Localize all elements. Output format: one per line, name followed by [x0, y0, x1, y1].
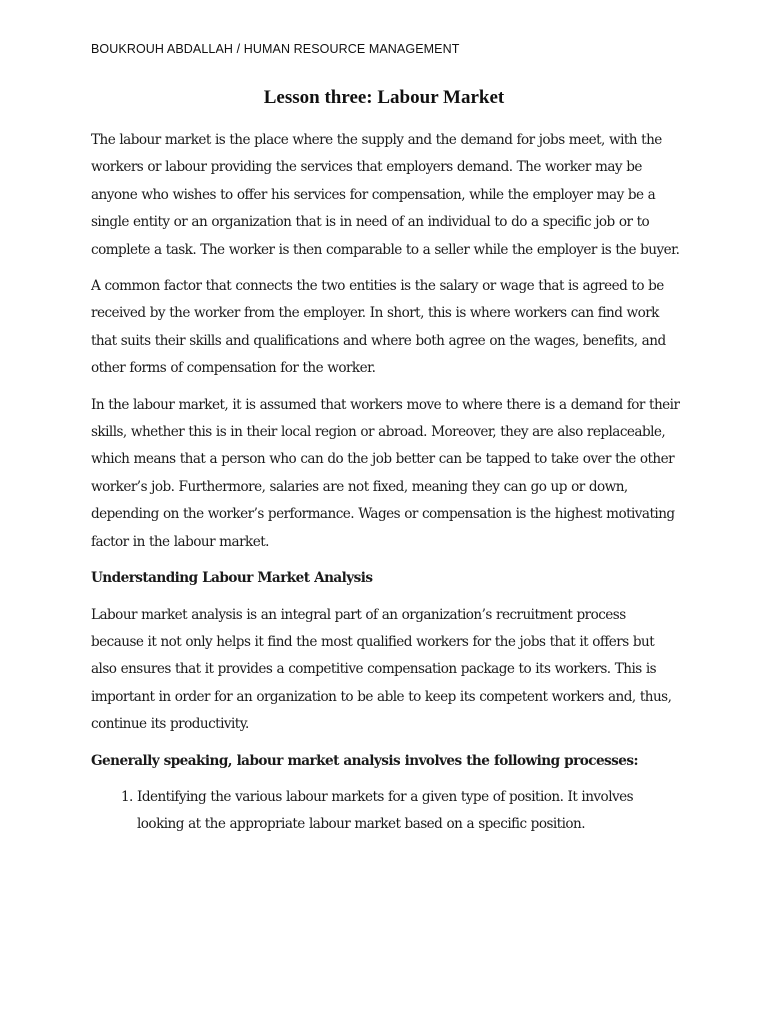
paragraph: Labour market analysis is an integral part of an organization’s recruitment process because it not only helps it find the most qualified workers for the jobs that it offers but also ensures that it provides a competitive compensation package to its workers. This is important in order for an organization to be able to keep its competent workers and, thus, continue its productivity.	[91, 606, 672, 733]
running-header: BOUKROUH ABDALLAH / HUMAN RESOURCE MANAGEMENT	[91, 42, 460, 56]
paragraph: A common factor that connects the two entities is the salary or wage that is agreed to be received by the worker from the employer. In short, this is where workers can find work that suits their skills and qualifications and where both agree on the wages, benefits, and other forms of compensation for the worker.	[91, 278, 666, 377]
section-heading: Understanding Labour Market Analysis	[91, 570, 373, 587]
paragraph: The labour market is the place where the supply and the demand for jobs meet, with the workers or labour providing the services that employers demand. The worker may be anyone who wishes to offer his services for compensation, while the employer may be a single entity or an organization that is in need of an individual to do a specific job or to complete a task. The worker is then comparable to a seller while the employer is the buyer.	[91, 132, 680, 258]
paragraph: In the labour market, it is assumed that workers move to where there is a demand for their skills, whether this is in their local region or abroad. Moreover, they are also replaceable, which means that a person who can do the job better can be tapped to take over the other worker’s job. Furthermore, salaries are not fixed, meaning they can go up or down, depending on the worker’s performance. Wages or compensation is the highest motivating factor in the labour market.	[91, 396, 680, 550]
lesson-title: Lesson three: Labour Market	[263, 87, 505, 108]
list-intro-heading: Generally speaking, labour market analysis involves the following processes:	[91, 752, 638, 769]
document-body	[91, 127, 681, 839]
process-list	[91, 784, 681, 839]
list-item: 1. Identifying the various labour markets for a given type of position. It involves looking at the appropriate labour market based on a specific position.	[137, 784, 681, 839]
